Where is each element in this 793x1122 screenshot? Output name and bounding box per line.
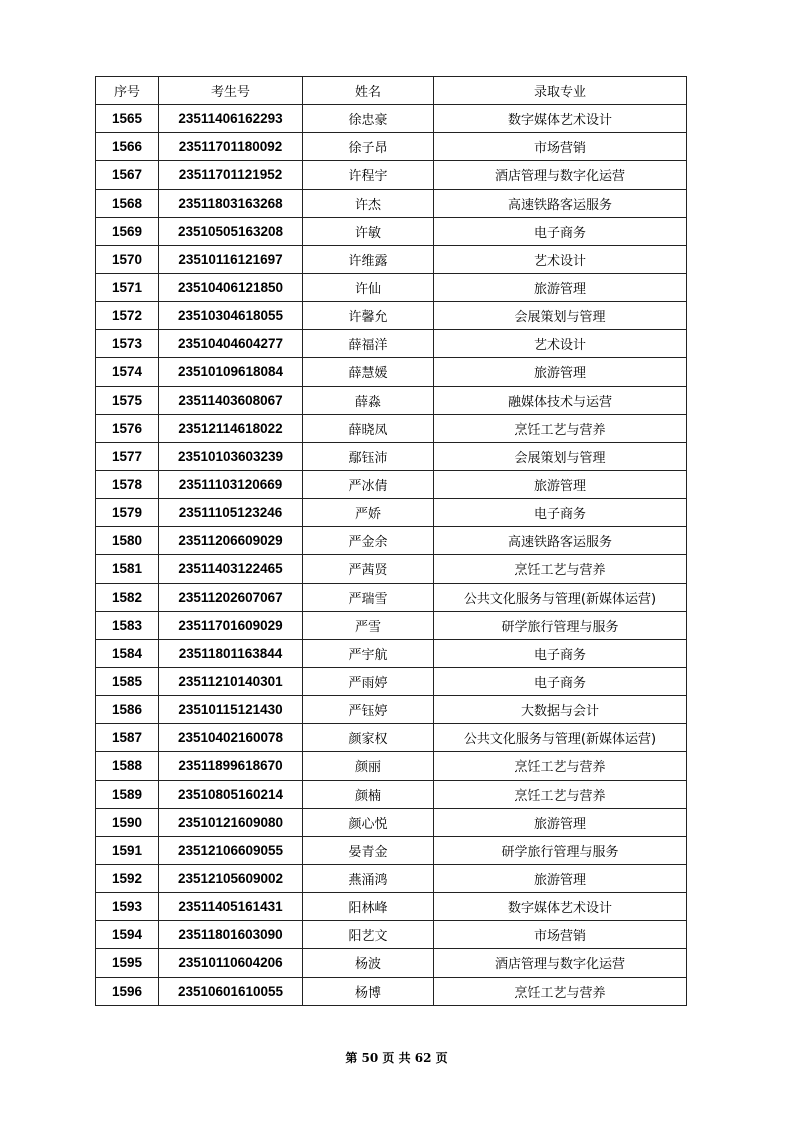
table-row: [96, 724, 687, 752]
name-cell: 许馨允: [303, 302, 434, 330]
exam-id-cell: 23510109618084: [159, 358, 303, 386]
major-cell: 会展策划与管理: [434, 302, 687, 330]
major-cell: 融媒体技术与运营: [434, 386, 687, 414]
major-cell: 高速铁路客运服务: [434, 189, 687, 217]
table-row: [96, 527, 687, 555]
exam-id-cell: 23511405161431: [159, 893, 303, 921]
major-cell: 酒店管理与数字化运营: [434, 949, 687, 977]
major-cell: 市场营销: [434, 921, 687, 949]
exam-id-cell: 23510505163208: [159, 217, 303, 245]
major-cell: 市场营销: [434, 133, 687, 161]
serial-cell: 1574: [96, 358, 159, 386]
table-row: [96, 696, 687, 724]
serial-cell: 1568: [96, 189, 159, 217]
serial-cell: 1578: [96, 470, 159, 498]
major-cell: 旅游管理: [434, 808, 687, 836]
header-exam-id: 考生号: [159, 77, 303, 105]
serial-cell: 1577: [96, 442, 159, 470]
major-cell: 公共文化服务与管理(新媒体运营): [434, 583, 687, 611]
major-cell: 电子商务: [434, 499, 687, 527]
table-row: [96, 470, 687, 498]
major-cell: 数字媒体艺术设计: [434, 105, 687, 133]
name-cell: 严娇: [303, 499, 434, 527]
major-cell: 旅游管理: [434, 358, 687, 386]
exam-id-cell: 23510402160078: [159, 724, 303, 752]
exam-id-cell: 23510404604277: [159, 330, 303, 358]
name-cell: 严雨婷: [303, 667, 434, 695]
table-row: [96, 611, 687, 639]
exam-id-cell: 23510805160214: [159, 780, 303, 808]
name-cell: 许敏: [303, 217, 434, 245]
exam-id-cell: 23511899618670: [159, 752, 303, 780]
major-cell: 电子商务: [434, 639, 687, 667]
exam-id-cell: 23511202607067: [159, 583, 303, 611]
name-cell: 薛淼: [303, 386, 434, 414]
header-serial: 序号: [96, 77, 159, 105]
major-cell: 旅游管理: [434, 273, 687, 301]
table-row: [96, 780, 687, 808]
exam-id-cell: 23511206609029: [159, 527, 303, 555]
major-cell: 会展策划与管理: [434, 442, 687, 470]
serial-cell: 1573: [96, 330, 159, 358]
major-cell: 旅游管理: [434, 864, 687, 892]
name-cell: 鄢钰沛: [303, 442, 434, 470]
major-cell: 电子商务: [434, 217, 687, 245]
name-cell: 严宇航: [303, 639, 434, 667]
name-cell: 严茜贤: [303, 555, 434, 583]
table-row: [96, 302, 687, 330]
serial-cell: 1582: [96, 583, 159, 611]
major-cell: 烹饪工艺与营养: [434, 780, 687, 808]
exam-id-cell: 23512106609055: [159, 836, 303, 864]
serial-cell: 1584: [96, 639, 159, 667]
exam-id-cell: 23511105123246: [159, 499, 303, 527]
table-row: [96, 555, 687, 583]
name-cell: 许程宇: [303, 161, 434, 189]
exam-id-cell: 23512114618022: [159, 414, 303, 442]
exam-id-cell: 23511103120669: [159, 470, 303, 498]
serial-cell: 1587: [96, 724, 159, 752]
table-row: [96, 358, 687, 386]
exam-id-cell: 23510304618055: [159, 302, 303, 330]
serial-cell: 1588: [96, 752, 159, 780]
table-row: [96, 893, 687, 921]
name-cell: 颜丽: [303, 752, 434, 780]
table-row: [96, 639, 687, 667]
exam-id-cell: 23511701121952: [159, 161, 303, 189]
table-row: [96, 105, 687, 133]
table-row: [96, 189, 687, 217]
name-cell: 颜楠: [303, 780, 434, 808]
name-cell: 燕涌鸿: [303, 864, 434, 892]
exam-id-cell: 23511403122465: [159, 555, 303, 583]
serial-cell: 1590: [96, 808, 159, 836]
exam-id-cell: 23510110604206: [159, 949, 303, 977]
major-cell: 烹饪工艺与营养: [434, 555, 687, 583]
major-cell: 研学旅行管理与服务: [434, 836, 687, 864]
header-name: 姓名: [303, 77, 434, 105]
serial-cell: 1585: [96, 667, 159, 695]
table-row: [96, 977, 687, 1005]
serial-cell: 1596: [96, 977, 159, 1005]
serial-cell: 1586: [96, 696, 159, 724]
name-cell: 杨博: [303, 977, 434, 1005]
exam-id-cell: 23511803163268: [159, 189, 303, 217]
table-row: [96, 414, 687, 442]
name-cell: 阳艺文: [303, 921, 434, 949]
serial-cell: 1569: [96, 217, 159, 245]
exam-id-cell: 23510406121850: [159, 273, 303, 301]
header-major: 录取专业: [434, 77, 687, 105]
serial-cell: 1581: [96, 555, 159, 583]
table-row: [96, 667, 687, 695]
table-row: [96, 808, 687, 836]
serial-cell: 1570: [96, 245, 159, 273]
serial-cell: 1567: [96, 161, 159, 189]
major-cell: 艺术设计: [434, 330, 687, 358]
name-cell: 严金余: [303, 527, 434, 555]
table-header-row: [96, 77, 687, 105]
table-row: [96, 273, 687, 301]
name-cell: 严瑞雪: [303, 583, 434, 611]
name-cell: 晏青金: [303, 836, 434, 864]
serial-cell: 1576: [96, 414, 159, 442]
name-cell: 严冰倩: [303, 470, 434, 498]
name-cell: 颜心悦: [303, 808, 434, 836]
table-row: [96, 161, 687, 189]
serial-cell: 1594: [96, 921, 159, 949]
table-row: [96, 442, 687, 470]
name-cell: 薛慧媛: [303, 358, 434, 386]
major-cell: 大数据与会计: [434, 696, 687, 724]
major-cell: 数字媒体艺术设计: [434, 893, 687, 921]
exam-id-cell: 23511701609029: [159, 611, 303, 639]
serial-cell: 1591: [96, 836, 159, 864]
name-cell: 杨波: [303, 949, 434, 977]
major-cell: 烹饪工艺与营养: [434, 414, 687, 442]
name-cell: 薛福洋: [303, 330, 434, 358]
table-row: [96, 217, 687, 245]
exam-id-cell: 23511403608067: [159, 386, 303, 414]
major-cell: 酒店管理与数字化运营: [434, 161, 687, 189]
serial-cell: 1579: [96, 499, 159, 527]
serial-cell: 1580: [96, 527, 159, 555]
exam-id-cell: 23511406162293: [159, 105, 303, 133]
table-row: [96, 949, 687, 977]
name-cell: 许仙: [303, 273, 434, 301]
exam-id-cell: 23510121609080: [159, 808, 303, 836]
exam-id-cell: 23510103603239: [159, 442, 303, 470]
serial-cell: 1592: [96, 864, 159, 892]
name-cell: 薛晓凤: [303, 414, 434, 442]
serial-cell: 1566: [96, 133, 159, 161]
name-cell: 严钰婷: [303, 696, 434, 724]
major-cell: 公共文化服务与管理(新媒体运营): [434, 724, 687, 752]
exam-id-cell: 23512105609002: [159, 864, 303, 892]
table-row: [96, 386, 687, 414]
major-cell: 艺术设计: [434, 245, 687, 273]
table-row: [96, 921, 687, 949]
table-row: [96, 499, 687, 527]
serial-cell: 1572: [96, 302, 159, 330]
exam-id-cell: 23511701180092: [159, 133, 303, 161]
name-cell: 颜家权: [303, 724, 434, 752]
major-cell: 电子商务: [434, 667, 687, 695]
major-cell: 研学旅行管理与服务: [434, 611, 687, 639]
name-cell: 严雪: [303, 611, 434, 639]
name-cell: 徐子昂: [303, 133, 434, 161]
table-row: [96, 836, 687, 864]
table-row: [96, 330, 687, 358]
table-row: [96, 133, 687, 161]
major-cell: 旅游管理: [434, 470, 687, 498]
table-row: [96, 245, 687, 273]
admission-table: [95, 76, 687, 1006]
serial-cell: 1583: [96, 611, 159, 639]
serial-cell: 1571: [96, 273, 159, 301]
table-row: [96, 864, 687, 892]
exam-id-cell: 23511801163844: [159, 639, 303, 667]
serial-cell: 1595: [96, 949, 159, 977]
name-cell: 徐忠豪: [303, 105, 434, 133]
exam-id-cell: 23510115121430: [159, 696, 303, 724]
exam-id-cell: 23511210140301: [159, 667, 303, 695]
serial-cell: 1589: [96, 780, 159, 808]
exam-id-cell: 23510116121697: [159, 245, 303, 273]
serial-cell: 1593: [96, 893, 159, 921]
exam-id-cell: 23511801603090: [159, 921, 303, 949]
name-cell: 许杰: [303, 189, 434, 217]
serial-cell: 1565: [96, 105, 159, 133]
exam-id-cell: 23510601610055: [159, 977, 303, 1005]
major-cell: 高速铁路客运服务: [434, 527, 687, 555]
name-cell: 阳林峰: [303, 893, 434, 921]
table-row: [96, 583, 687, 611]
major-cell: 烹饪工艺与营养: [434, 752, 687, 780]
major-cell: 烹饪工艺与营养: [434, 977, 687, 1005]
table-row: [96, 752, 687, 780]
page-footer: 第 50 页 共 62 页: [345, 1051, 448, 1065]
serial-cell: 1575: [96, 386, 159, 414]
name-cell: 许维露: [303, 245, 434, 273]
